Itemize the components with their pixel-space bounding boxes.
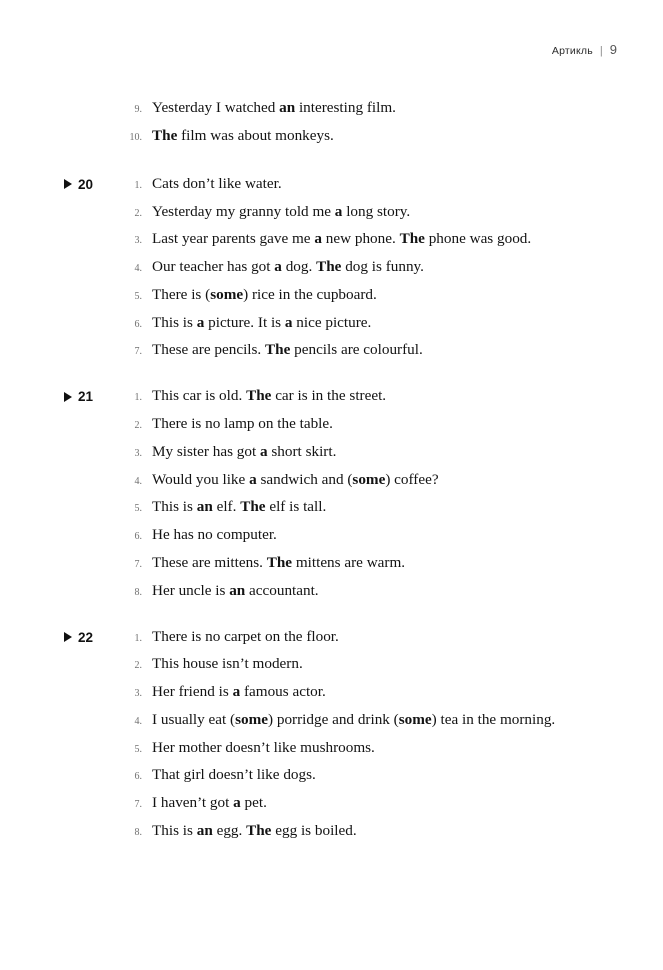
- list-item: [120, 497, 619, 517]
- exercise-block: [64, 386, 619, 600]
- list-item: [120, 442, 619, 462]
- list-item-text: Yesterday I watched an interesting film.: [152, 99, 396, 116]
- list-item: [120, 793, 619, 813]
- list-item-text: Would you like a sandwich and (some) coffee?: [152, 470, 439, 488]
- page-header: [552, 42, 617, 57]
- list-item-text: This is an egg. The egg is boiled.: [152, 821, 357, 839]
- list-item-text: I usually eat (some) porridge and drink (some) tea in the morning.: [152, 710, 556, 728]
- list-item-text: He has no computer.: [152, 526, 277, 544]
- list-item: [120, 229, 619, 249]
- list-item-text: Last year parents gave me a new phone. The phone was good.: [152, 230, 532, 248]
- list-item-text: The film was about monkeys.: [152, 126, 334, 144]
- exercise-block: [64, 98, 619, 146]
- list-item-text: This is a picture. It is a nice picture.: [152, 313, 372, 331]
- list-item-text: These are mittens. The mittens are warm.: [152, 553, 406, 571]
- exercise-block: [64, 627, 619, 841]
- list-item: [120, 581, 619, 601]
- list-item-text: Her uncle is an accountant.: [152, 581, 319, 599]
- list-item-text: There is no carpet on the floor.: [152, 627, 339, 645]
- list-item-text: Our teacher has got a dog. The dog is funny.: [152, 258, 424, 276]
- list-item-text: These are pencils. The pencils are colourful.: [152, 341, 423, 359]
- list-item-text: This is an elf. The elf is tall.: [152, 498, 327, 516]
- exercise-list: [64, 98, 619, 867]
- list-item-number: 7.: [134, 558, 142, 570]
- list-item-text: That girl doesn’t like dogs.: [152, 766, 316, 784]
- list-item: [120, 553, 619, 573]
- exercise-number-label: 22: [78, 629, 94, 645]
- list-item-text: There is (some) rice in the cupboard.: [152, 285, 377, 303]
- list-item: [120, 202, 619, 222]
- list-item-number: 2.: [134, 660, 142, 672]
- list-item-number: 5.: [134, 743, 142, 755]
- page-number: 9: [609, 42, 617, 57]
- list-item: [120, 682, 619, 702]
- answer-list: [120, 174, 619, 361]
- list-item: [120, 313, 619, 333]
- list-item-number: 3.: [134, 235, 142, 247]
- list-item: [120, 525, 619, 545]
- list-item-text: I haven’t got a pet.: [152, 794, 267, 812]
- list-item-number: 1.: [134, 392, 142, 404]
- exercise-number: [64, 386, 120, 407]
- list-item: [120, 414, 619, 434]
- list-item-number: 8.: [134, 586, 142, 598]
- list-item: [120, 174, 619, 194]
- list-item-number: 7.: [134, 799, 142, 811]
- list-item: [120, 765, 619, 785]
- list-item-text: Her mother doesn’t like mushrooms.: [152, 738, 375, 756]
- list-item-text: This house isn’t modern.: [152, 655, 303, 673]
- list-item-number: 3.: [134, 688, 142, 700]
- answer-list: [120, 627, 619, 841]
- list-item-text: This car is old. The car is in the street.: [152, 387, 387, 405]
- answer-list: [120, 98, 619, 146]
- list-item: [120, 126, 619, 146]
- list-item-number: 6.: [134, 318, 142, 330]
- list-item: [120, 627, 619, 647]
- list-item: [120, 285, 619, 305]
- list-item-number: 1.: [134, 632, 142, 644]
- exercise-number-label: 21: [78, 389, 94, 405]
- list-item: [120, 98, 619, 118]
- list-item-number: 5.: [134, 503, 142, 515]
- exercise-number: [64, 174, 120, 195]
- list-item-text: Her friend is a famous actor.: [152, 683, 326, 701]
- list-item-number: 7.: [134, 346, 142, 358]
- list-item-number: 4.: [134, 263, 142, 275]
- list-item: [120, 738, 619, 758]
- list-item: [120, 386, 619, 406]
- list-item-number: 2.: [134, 420, 142, 432]
- list-item-number: 10.: [129, 131, 142, 143]
- answer-list: [120, 386, 619, 600]
- list-item-number: 2.: [134, 207, 142, 219]
- list-item: [120, 654, 619, 674]
- list-item: [120, 821, 619, 841]
- list-item-number: 4.: [134, 715, 142, 727]
- list-item: [120, 470, 619, 490]
- list-item-number: 5.: [134, 290, 142, 302]
- list-item: [120, 257, 619, 277]
- list-item-text: My sister has got a short skirt.: [152, 442, 337, 460]
- list-item-number: 6.: [134, 771, 142, 783]
- triangle-bullet-icon: [64, 392, 72, 402]
- list-item-number: 1.: [134, 179, 142, 191]
- header-title: Артикль: [551, 45, 593, 57]
- exercise-number: [64, 627, 120, 648]
- list-item-number: 3.: [134, 447, 142, 459]
- list-item-number: 6.: [134, 531, 142, 543]
- list-item-number: 4.: [134, 475, 142, 487]
- exercise-number-label: 20: [78, 176, 94, 192]
- header-separator: |: [599, 45, 603, 57]
- list-item-text: Yesterday my granny told me a long story.: [152, 202, 411, 220]
- list-item-text: There is no lamp on the table.: [152, 415, 333, 433]
- list-item-text: Cats don’t like water.: [152, 174, 282, 192]
- list-item-number: 9.: [134, 104, 142, 115]
- exercise-block: [64, 174, 619, 361]
- list-item-number: 8.: [134, 826, 142, 838]
- list-item: [120, 710, 619, 730]
- triangle-bullet-icon: [64, 632, 72, 642]
- triangle-bullet-icon: [64, 179, 72, 189]
- list-item: [120, 340, 619, 360]
